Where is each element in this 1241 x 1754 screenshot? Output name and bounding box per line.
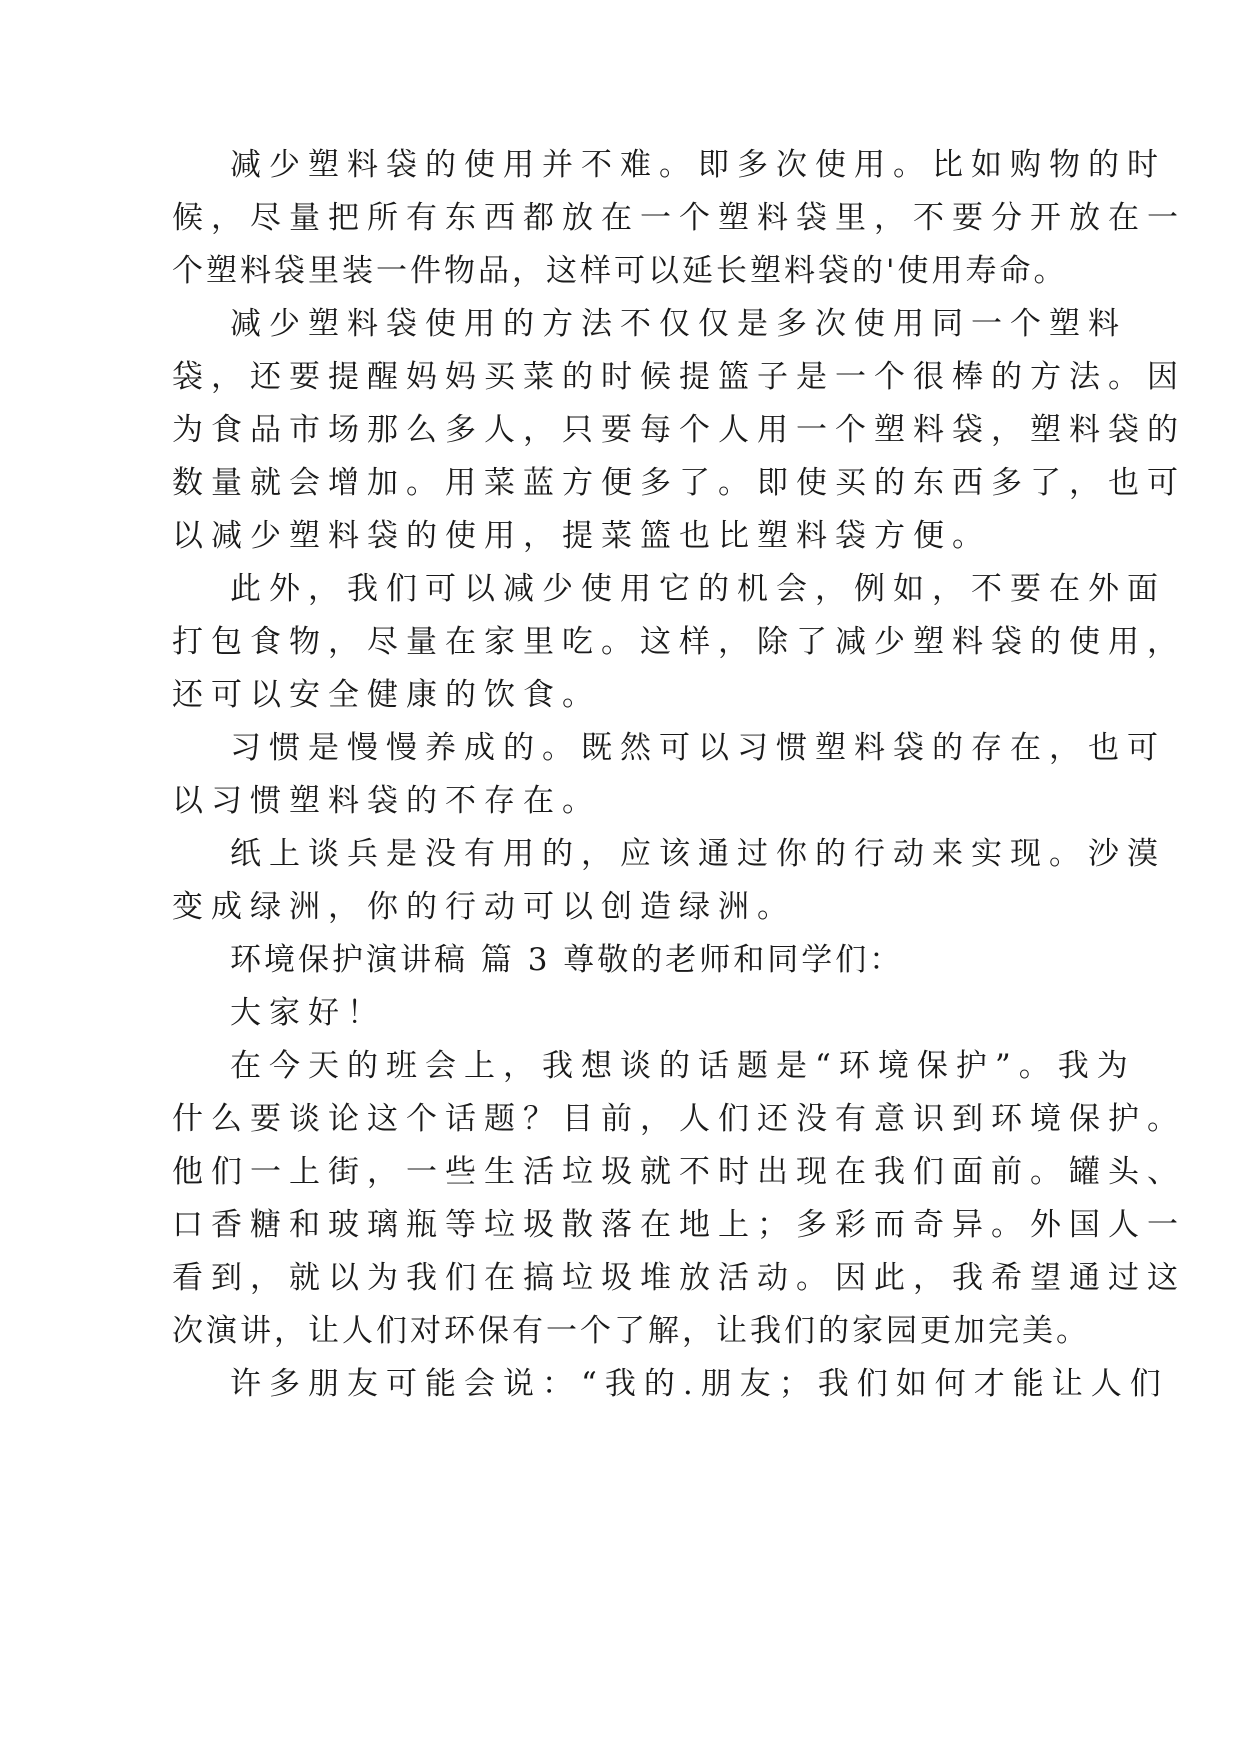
greeting: 大家好！ xyxy=(230,995,386,1031)
text-line: 以习惯塑料袋的不存在。 xyxy=(172,783,601,819)
text-line: 袋，还要提醒妈妈买菜的时候提篮子是一个很棒的方法。因 xyxy=(172,359,1186,395)
section-heading: 环境保护演讲稿 篇 3 尊敬的老师和同学们： xyxy=(230,942,904,978)
text-line: 个塑料袋里装一件物品，这样可以延长塑料袋的'使用寿命。 xyxy=(172,253,1068,289)
text-line: 变成绿洲，你的行动可以创造绿洲。 xyxy=(172,889,796,925)
text-line: 习惯是慢慢养成的。既然可以习惯塑料袋的存在，也可 xyxy=(230,730,1166,766)
text-line: 他们一上街，一些生活垃圾就不时出现在我们面前。罐头、 xyxy=(172,1154,1186,1190)
text-line: 减少塑料袋的使用并不难。即多次使用。比如购物的时 xyxy=(230,147,1166,183)
text-line: 此外，我们可以减少使用它的机会，例如，不要在外面 xyxy=(230,571,1166,607)
text-line: 减少塑料袋使用的方法不仅仅是多次使用同一个塑料 xyxy=(230,306,1127,342)
text-line: 看到，就以为我们在搞垃圾堆放活动。因此，我希望通过这 xyxy=(172,1260,1186,1296)
text-line: 以减少塑料袋的使用，提菜篮也比塑料袋方便。 xyxy=(172,518,991,554)
text-line: 在今天的班会上，我想谈的话题是“环境保护”。我为 xyxy=(230,1048,1136,1084)
text-line: 什么要谈论这个话题？目前，人们还没有意识到环境保护。 xyxy=(172,1101,1186,1137)
text-line: 数量就会增加。用菜蓝方便多了。即使买的东西多了，也可 xyxy=(172,465,1186,501)
text-line: 口香糖和玻璃瓶等垃圾散落在地上；多彩而奇异。外国人一 xyxy=(172,1207,1186,1243)
text-line: 为食品市场那么多人，只要每个人用一个塑料袋，塑料袋的 xyxy=(172,412,1186,448)
text-line: 还可以安全健康的饮食。 xyxy=(172,677,601,713)
text-line: 许多朋友可能会说：“我的.朋友；我们如何才能让人们 xyxy=(230,1366,1169,1402)
text-line: 候，尽量把所有东西都放在一个塑料袋里，不要分开放在一 xyxy=(172,200,1186,236)
text-line: 打包食物，尽量在家里吃。这样，除了减少塑料袋的使用， xyxy=(172,624,1186,660)
text-line: 次演讲，让人们对环保有一个了解，让我们的家园更加完美。 xyxy=(172,1313,1090,1349)
text-line: 纸上谈兵是没有用的，应该通过你的行动来实现。沙漠 xyxy=(230,836,1166,872)
